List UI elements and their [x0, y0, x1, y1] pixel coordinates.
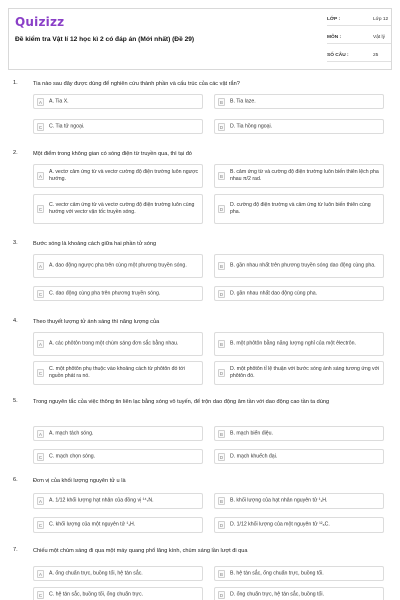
option-text: A. Tia X.: [49, 98, 69, 104]
option-letter: A: [37, 570, 44, 578]
question-text: Trong nguyên tắc của việc thông tin liên lạc bằng sóng vô tuyến, để trộn dao động âm tần với dao động cao tần ta dùng: [33, 399, 330, 405]
option-text: A. ống chuẩn trực, buồng tối, hệ tán sắc.: [49, 570, 143, 576]
option-a[interactable]: [33, 94, 203, 109]
option-b[interactable]: [214, 94, 384, 109]
option-d[interactable]: [214, 361, 384, 385]
option-letter: B: [218, 497, 225, 505]
header-card: [8, 8, 392, 70]
option-letter: A: [37, 262, 44, 270]
option-text: B. cảm ứng từ và cường độ điện trường luôn biến thiên lệch pha nhau π/2 rad.: [230, 169, 379, 182]
question-number: 7.: [13, 547, 18, 553]
option-letter: D: [219, 124, 224, 130]
option-letter: C: [38, 291, 43, 297]
option-c[interactable]: [33, 449, 203, 464]
option-text: D. cường độ điện trường và cảm ứng từ luôn biến thiên cùng pha.: [230, 202, 371, 215]
meta-row-subject: [327, 31, 391, 44]
option-letter: C: [38, 371, 43, 376]
option-letter: C: [38, 592, 43, 598]
option-text: C. dao động cùng pha trên phương truyền sóng.: [49, 290, 161, 296]
question-number: 6.: [13, 477, 18, 483]
option-text: C. mạch chọn sóng.: [49, 453, 96, 459]
question-text: Bước sóng là khoảng cách giữa hai phần tử sóng: [33, 241, 157, 247]
option-text: C. hệ tán sắc, buồng tối, ống chuẩn trực.: [49, 591, 144, 597]
option-letter: A: [37, 172, 44, 180]
option-text: D. một phôtôn tỉ lệ thuận với bước sóng ánh sáng tương ứng với phôtôn đó.: [230, 366, 380, 379]
question-number: 2.: [13, 150, 18, 156]
option-text: C. khối lượng của một nguyên tử ¹₁H.: [49, 521, 136, 528]
option-text: B. Tia laze.: [230, 98, 256, 104]
option-d[interactable]: [214, 517, 384, 533]
option-d[interactable]: [214, 119, 384, 134]
option-text: D. 1/12 khối lượng của một nguyên tử ¹²₆C.: [230, 521, 330, 528]
option-c[interactable]: [33, 286, 203, 301]
question-text: Một điểm trong không gian có sóng điện từ truyền qua, thì tại đó: [33, 151, 192, 157]
option-b[interactable]: [214, 426, 384, 441]
option-c[interactable]: [33, 517, 203, 533]
option-text: C. Tia tử ngoại.: [49, 123, 85, 129]
question-number: 5.: [13, 398, 18, 404]
option-a[interactable]: [33, 566, 203, 581]
option-letter: D: [219, 207, 224, 212]
option-text: A. dao động ngược pha trên cùng một phương truyền sóng.: [49, 262, 187, 269]
option-letter: A: [37, 98, 44, 106]
option-letter: A: [37, 430, 44, 438]
option-letter: D: [219, 523, 224, 528]
meta-row-class: [327, 13, 391, 26]
option-d[interactable]: [214, 286, 384, 301]
option-text: B. khối lượng của hạt nhân nguyên tử ¹₁H.: [230, 497, 328, 504]
question-text: Theo thuyết lượng tử ánh sáng thì năng lượng của: [33, 319, 160, 325]
option-letter: D: [219, 371, 224, 376]
question-number: 3.: [13, 240, 18, 246]
option-text: D. gần nhau nhất dao động cùng pha.: [230, 290, 318, 296]
question-number: 1.: [13, 80, 18, 86]
option-d[interactable]: [214, 449, 384, 464]
option-letter: A: [37, 497, 44, 505]
option-letter: B: [218, 340, 225, 348]
option-d[interactable]: [214, 194, 384, 224]
meta-value: 25: [373, 53, 379, 58]
option-a[interactable]: [33, 254, 203, 278]
option-b[interactable]: [214, 566, 384, 581]
option-a[interactable]: [33, 493, 203, 509]
option-text: A. các phôtôn trong một chùm sáng đơn sắc bằng nhau.: [49, 340, 179, 347]
option-text: B. một phôtôn bằng năng lượng nghỉ của một êlectrôn.: [230, 340, 356, 347]
option-letter: C: [38, 207, 43, 212]
option-letter: C: [38, 124, 43, 130]
option-text: D. Tia hồng ngoại.: [230, 123, 273, 129]
option-text: C. một phôtôn phụ thuộc vào khoảng cách từ phôtôn đó tới nguồn phát ra nó.: [49, 366, 185, 379]
option-b[interactable]: [214, 164, 384, 188]
option-a[interactable]: [33, 332, 203, 356]
option-text: A. mạch tách sóng.: [49, 430, 94, 436]
option-text: A. vectơ cảm ứng từ và vectơ cường độ điện trường luôn ngược hướng.: [49, 169, 199, 182]
meta-key: LỚP :: [327, 17, 341, 22]
option-text: D. mạch khuếch đại.: [230, 453, 278, 459]
option-a[interactable]: [33, 164, 203, 188]
option-text: B. gần nhau nhất trên phương truyền sóng dao động cùng pha.: [230, 262, 376, 269]
meta-value: Vật lý: [373, 35, 385, 40]
option-b[interactable]: [214, 254, 384, 278]
option-letter: D: [219, 291, 224, 297]
option-letter: D: [219, 592, 224, 598]
question-text: Đơn vị của khối lượng nguyên tử u là: [33, 478, 126, 484]
option-text: B. mạch biến điệu.: [230, 430, 273, 436]
option-letter: A: [37, 340, 44, 348]
option-text: B. hệ tán sắc, ống chuẩn trực, buồng tối.: [230, 570, 324, 576]
quizizz-logo: Quizizz: [15, 15, 65, 29]
option-c[interactable]: [33, 587, 203, 600]
option-letter: B: [218, 172, 225, 180]
option-c[interactable]: [33, 361, 203, 385]
option-text: A. 1/12 khối lượng hạt nhân của đồng vị ¹⁴₇N.: [49, 497, 154, 504]
option-letter: C: [38, 523, 43, 528]
option-b[interactable]: [214, 332, 384, 356]
question-number: 4.: [13, 318, 18, 324]
option-letter: B: [218, 98, 225, 106]
option-letter: D: [219, 454, 224, 460]
option-letter: B: [218, 430, 225, 438]
option-b[interactable]: [214, 493, 384, 509]
document-title: Đề kiểm tra Vật lí 12 học kì 2 có đáp án (Mới nhất) (Đề 29): [15, 36, 195, 43]
meta-key: SỐ CÂU :: [327, 53, 349, 58]
option-c[interactable]: [33, 194, 203, 224]
option-d[interactable]: [214, 587, 384, 600]
meta-key: MÔN :: [327, 35, 342, 40]
option-text: D. ống chuẩn trực, hệ tán sắc, buồng tối.: [230, 591, 325, 597]
option-c[interactable]: [33, 119, 203, 134]
meta-value: Lớp 12: [373, 17, 389, 22]
question-text: Tia nào sau đây được dùng để nghiên cứu thành phần và cấu trúc của các vật rắn?: [33, 81, 240, 87]
option-letter: B: [218, 570, 225, 578]
option-letter: C: [38, 454, 43, 460]
meta-row-count: [327, 49, 391, 62]
option-letter: B: [218, 262, 225, 270]
option-a[interactable]: [33, 426, 203, 441]
question-text: Chiếu một chùm sáng đi qua một máy quang phổ lăng kính, chùm sáng lần lượt đi qua: [33, 548, 248, 554]
option-text: C. vectơ cảm ứng từ và vectơ cường độ điện trường luôn cùng hướng với vectơ vận tốc truyền sóng.: [49, 202, 195, 215]
